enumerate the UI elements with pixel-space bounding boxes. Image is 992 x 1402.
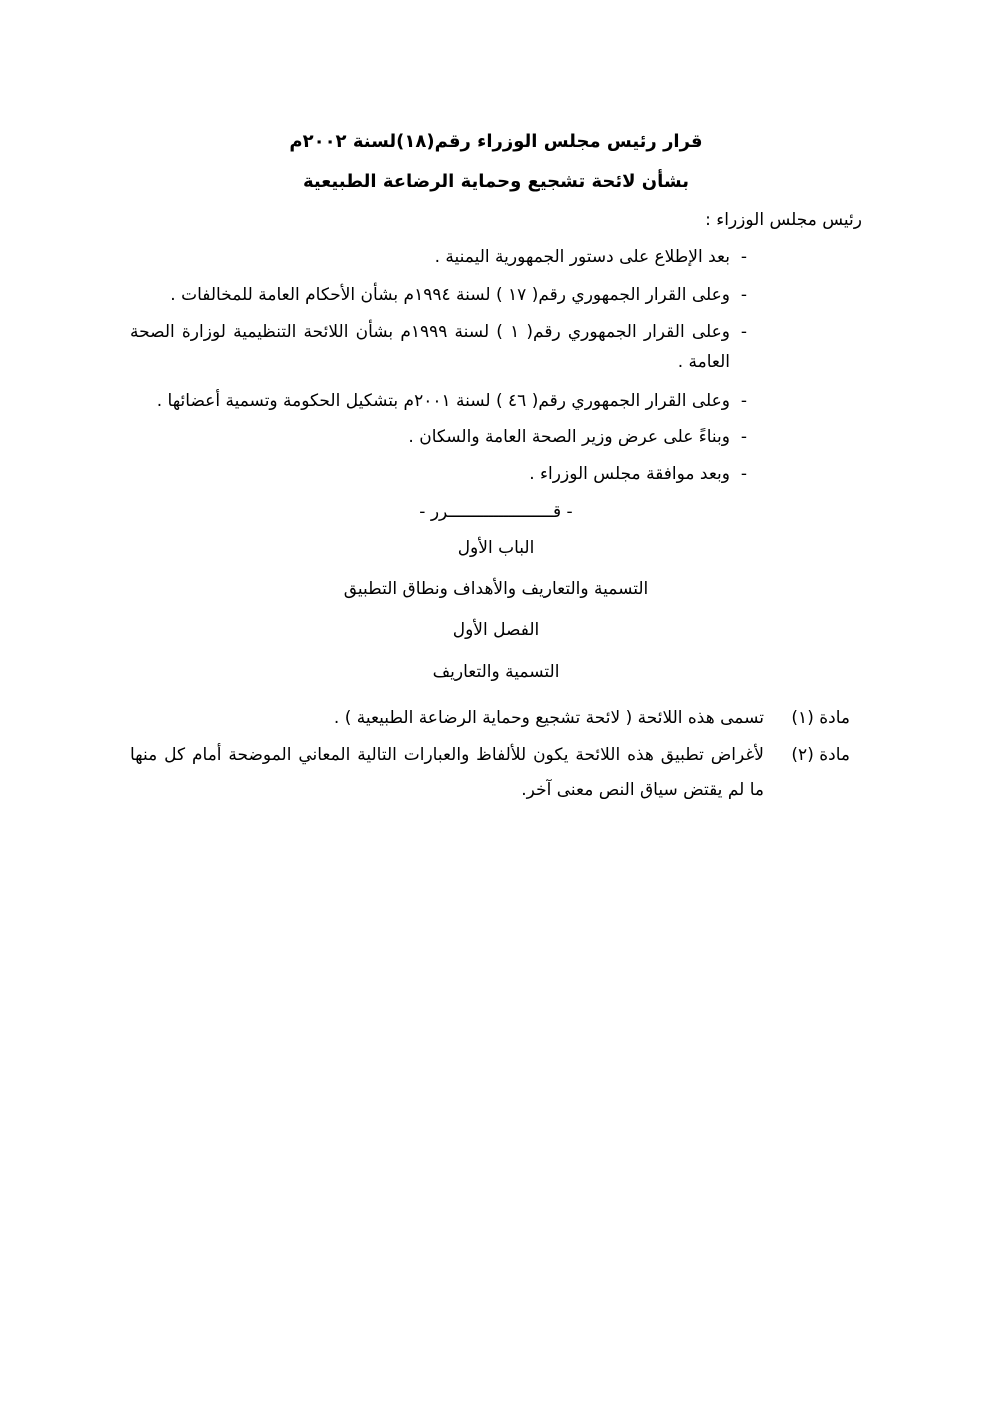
article-continuation: ما لم يقتض سياق النص معنى آخر. xyxy=(521,780,764,800)
article-label: مادة (٢) xyxy=(791,745,850,765)
recital-text: وعلى القرار الجمهوري رقم( ١ ) لسنة ١٩٩٩م بشأن اللائحة التنظيمية لوزارة الصحة xyxy=(130,322,731,342)
recital-text: وبعد موافقة مجلس الوزراء . xyxy=(529,464,730,484)
recital-bullet: - xyxy=(740,322,748,342)
chapter-heading: الفصل الأول xyxy=(452,620,540,640)
recital-bullet: - xyxy=(740,247,748,267)
recital-bullet: - xyxy=(740,285,748,305)
part-title: التسمية والتعاريف والأهداف ونطاق التطبيق xyxy=(343,579,649,599)
recital-text: وعلى القرار الجمهوري رقم( ٤٦ ) لسنة ٢٠٠١م بتشكيل الحكومة وتسمية أعضائها . xyxy=(156,391,730,411)
article-label: مادة (١) xyxy=(791,708,850,728)
recital-text: بعد الإطلاع على دستور الجمهورية اليمنية . xyxy=(434,247,730,267)
issuer-line: رئيس مجلس الوزراء : xyxy=(705,210,862,230)
recital-text: وبناءً على عرض وزير الصحة العامة والسكان . xyxy=(408,427,730,447)
recital-continuation: العامة . xyxy=(677,352,730,372)
chapter-title: التسمية والتعاريف xyxy=(432,662,560,682)
decision-heading: - قـــــــــــــــــــــرر - xyxy=(419,502,573,522)
recital-bullet: - xyxy=(740,464,748,484)
decree-title: قرار رئيس مجلس الوزراء رقم(١٨)لسنة ٢٠٠٢م xyxy=(289,131,703,152)
recital-text: وعلى القرار الجمهوري رقم( ١٧ ) لسنة ١٩٩٤م بشأن الأحكام العامة للمخالفات . xyxy=(170,285,730,305)
article-text: لأغراض تطبيق هذه اللائحة يكون للألفاظ والعبارات التالية المعاني الموضحة أمام كل منها xyxy=(130,745,764,765)
part-heading: الباب الأول xyxy=(457,538,535,558)
article-text: تسمى هذه اللائحة ( لائحة تشجيع وحماية الرضاعة الطبيعية ) . xyxy=(333,708,764,728)
recital-bullet: - xyxy=(740,391,748,411)
recital-bullet: - xyxy=(740,427,748,447)
decree-subject: بشأن لائحة تشجيع وحماية الرضاعة الطبيعية xyxy=(302,171,689,192)
